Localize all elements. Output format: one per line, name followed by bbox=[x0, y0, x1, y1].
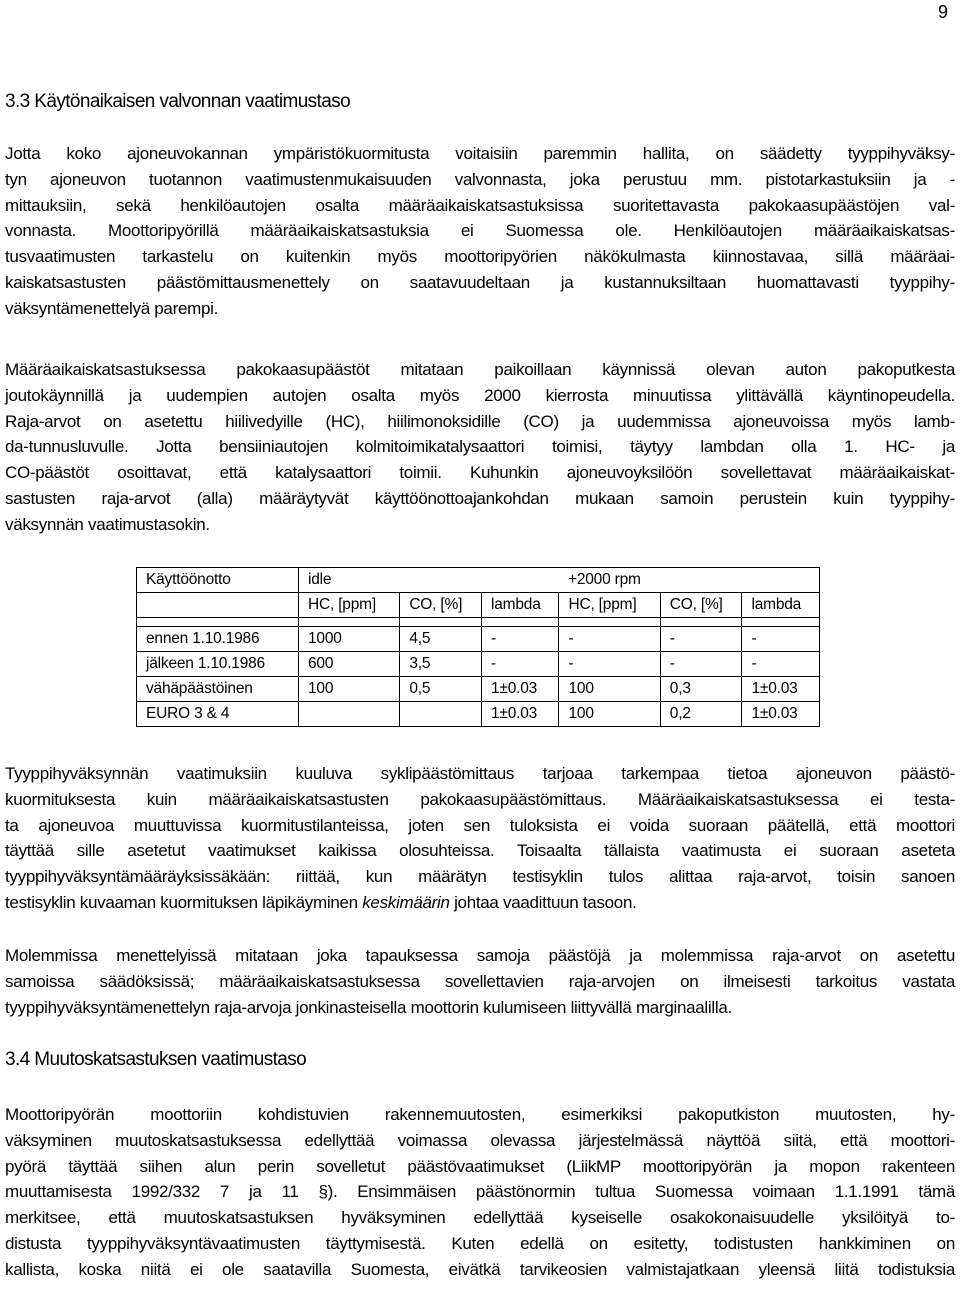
table-header-cell: HC, [ppm] bbox=[559, 593, 660, 618]
table-cell: - bbox=[742, 627, 820, 652]
text-line: samoissa säädöksissä; määräaikaiskatsastuksessa sovellettavien raja-arvojen on ilmeisesti tarkoitus vastata bbox=[5, 971, 955, 991]
text-line: väksynnän vaatimustasokin. bbox=[5, 514, 210, 534]
table-cell: 4,5 bbox=[400, 627, 482, 652]
text-line: kaiskatsastusten päästömittausmenettely on saatavuudeltaan ja kustannuksiltaan huomattavasti tyyppihy- bbox=[5, 272, 955, 292]
table-row bbox=[137, 627, 820, 652]
table-spacer-row bbox=[137, 618, 820, 627]
text-line: muuttamisesta 1992/332 7 ja 11 §). Ensimmäisen päästönormin tultua Suomessa voimaan 1.1.1991 tämä bbox=[5, 1182, 955, 1202]
text-line: da-tunnusluvulle. Jotta bensiiniautojen kolmitoimikatalysaattori toimisi, täytyy lambdan olla 1. HC- ja bbox=[5, 437, 955, 457]
table-header-cell: HC, [ppm] bbox=[299, 593, 400, 618]
text-line: merkitsee, että muutoskatsastuksen hyväksyminen edellyttää kyseiselle osakokonaisuudelle yksilöityä to- bbox=[5, 1208, 955, 1228]
emission-limits-table bbox=[136, 567, 820, 727]
table-cell: 100 bbox=[559, 677, 660, 702]
table-cell: 1±0.03 bbox=[742, 702, 820, 727]
text-span: testisyklin kuvaaman kuormituksen läpikäyminen bbox=[5, 892, 363, 912]
page-number: 9 bbox=[937, 2, 948, 22]
text-line: CO-päästöt osoittavat, että katalysaattori toimii. Kuhunkin ajoneuvoyksilöön sovellettavat määräaikaiskat- bbox=[5, 463, 955, 483]
table-header-cell: lambda bbox=[742, 593, 820, 618]
table-header-row bbox=[137, 568, 820, 593]
text-line: kuormituksesta kuin määräaikaiskatsastusten pakokaasupäästömittaus. Määräaikaiskatsastuksessa ei testa- bbox=[5, 789, 955, 809]
table-cell: 1±0.03 bbox=[481, 702, 559, 727]
table-cell: EURO 3 & 4 bbox=[137, 702, 299, 727]
table-cell: - bbox=[559, 652, 660, 677]
table-header-cell: CO, [%] bbox=[400, 593, 482, 618]
table-cell: 100 bbox=[299, 677, 400, 702]
text-line: distusta tyyppihyväksyntävaatimusten täyttymisestä. Kuten edellä on esitetty, todistusten hankkiminen on bbox=[5, 1233, 955, 1253]
table-header-cell: +2000 rpm bbox=[559, 568, 820, 593]
table-header-cell: CO, [%] bbox=[660, 593, 742, 618]
text-line: Määräaikaiskatsastuksessa pakokaasupäästöt mitataan paikoillaan käynnissä olevan auton pakoputkesta bbox=[5, 360, 955, 379]
table-cell: 0,2 bbox=[660, 702, 742, 727]
table-cell: 1000 bbox=[299, 627, 400, 652]
table-header-cell: idle bbox=[299, 568, 559, 593]
table-cell: 100 bbox=[559, 702, 660, 727]
section-heading-3-3: 3.3 Käytönaikaisen valvonnan vaatimustaso bbox=[5, 91, 351, 112]
table-cell bbox=[481, 618, 559, 627]
table-cell: 3,5 bbox=[400, 652, 482, 677]
table-cell: - bbox=[559, 627, 660, 652]
table-cell: vähäpäästöinen bbox=[137, 677, 299, 702]
table-header-cell: Käyttöönotto bbox=[137, 568, 299, 593]
text-line: Jotta koko ajoneuvokannan ympäristökuormitusta voitaisiin paremmin hallita, on säädetty tyyppihyväksy- bbox=[5, 144, 955, 163]
table-cell: 0,3 bbox=[660, 677, 742, 702]
text-line: tyn ajoneuvon tuotannon vaatimustenmukaisuuden valvonnasta, joka perustuu mm. pistotarkastuksiin ja - bbox=[5, 169, 955, 189]
italic-emphasis: keskimäärin bbox=[362, 892, 450, 912]
text-line: mittauksiin, sekä henkilöautojen osalta määräaikaiskatsastuksissa suoritettavasta pakokaasupäästöjen val- bbox=[5, 195, 955, 215]
table-row bbox=[137, 702, 820, 727]
table-subheader-row bbox=[137, 593, 820, 618]
text-line: täyttää sille asetetut vaatimukset kaikissa olosuhteissa. Toisaalta tällaista vaatimusta ei suoraan aseteta bbox=[5, 841, 955, 861]
text-line: väksyntämenettelyä parempi. bbox=[5, 298, 219, 318]
text-line bbox=[5, 890, 955, 916]
text-line: kallista, koska niitä ei ole saatavilla Suomesta, eivätkä tarvikeosien valmistajatkaan yleensä liitä todistuksia bbox=[5, 1259, 955, 1279]
text-line: joutokäynnillä ja uudempien autojen osalta myös 2000 kierrosta minuutissa ylittävällä käyntinopeudella. bbox=[5, 385, 955, 405]
text-span: johtaa vaadittuun tasoon. bbox=[449, 892, 637, 912]
text-line: vonnasta. Moottoripyörillä määräaikaiskatsastuksia ei Suomessa ole. Henkilöautojen määräaikaiskatsas- bbox=[5, 221, 955, 241]
paragraph-3-3-2 bbox=[5, 357, 955, 538]
table-header-cell bbox=[137, 593, 299, 618]
section-heading-3-4: 3.4 Muutoskatsastuksen vaatimustaso bbox=[5, 1049, 307, 1070]
table-cell: - bbox=[481, 652, 559, 677]
paragraph-3-3-4 bbox=[5, 943, 955, 1020]
text-line: Molemmissa menettelyissä mitataan joka tapauksessa samoja päästöjä ja molemmissa raja-arvot on asetettu bbox=[5, 946, 955, 965]
table-cell: 1±0.03 bbox=[481, 677, 559, 702]
table-cell: - bbox=[742, 652, 820, 677]
table-cell bbox=[400, 618, 482, 627]
table-row bbox=[137, 652, 820, 677]
table-cell bbox=[299, 702, 400, 727]
table-cell: jälkeen 1.10.1986 bbox=[137, 652, 299, 677]
table-cell: 600 bbox=[299, 652, 400, 677]
paragraph-3-3-3 bbox=[5, 761, 955, 916]
text-line: väksyminen muutoskatsastuksessa edellyttää voimassa olevassa järjestelmässä näyttöä siitä, että moottori- bbox=[5, 1130, 955, 1150]
text-line: Tyyppihyväksynnän vaatimuksiin kuuluva syklipäästömittaus tarjoaa tarkempaa tietoa ajoneuvon päästö- bbox=[5, 764, 955, 783]
text-line: pyörä täyttää siihen alun perin sovelletut päästövaatimukset (LiikMP moottoripyörän ja mopon rakenteen bbox=[5, 1156, 955, 1176]
table-cell bbox=[559, 618, 660, 627]
text-line: tyyppihyväksyntämenettelyn raja-arvoja jonkinasteisella moottorin kulumiseen liittyvällä marginaalilla. bbox=[5, 997, 732, 1017]
table-row bbox=[137, 677, 820, 702]
table-cell bbox=[299, 618, 400, 627]
text-line: Moottoripyörän moottoriin kohdistuvien rakennemuutosten, esimerkiksi pakoputkiston muutosten, hy- bbox=[5, 1105, 955, 1124]
paragraph-3-4-1 bbox=[5, 1102, 955, 1283]
table-cell bbox=[660, 618, 742, 627]
text-line: tyyppihyväksyntämääräyksissäkään: riittää, kun määrätyn testisyklin tulos alittaa raja-arvot, toisin sanoen bbox=[5, 867, 955, 887]
table-cell bbox=[742, 618, 820, 627]
table-cell: ennen 1.10.1986 bbox=[137, 627, 299, 652]
table-header-cell: lambda bbox=[481, 593, 559, 618]
table-cell: - bbox=[481, 627, 559, 652]
table-cell: - bbox=[660, 652, 742, 677]
text-line: sastusten raja-arvot (alla) määräytyvät käyttöönottoajankohdan mukaan samoin perustein kuin tyyppihy- bbox=[5, 488, 955, 508]
text-line: tusvaatimusten tarkastelu on kuitenkin myös moottoripyörien näkökulmasta kiinnostavaa, sillä määräai- bbox=[5, 247, 955, 267]
text-line: Raja-arvot on asetettu hiilivedyille (HC), hiilimonoksidille (CO) ja uudemmissa ajoneuvoissa myös lamb- bbox=[5, 411, 955, 431]
text-line: ta ajoneuvoa muuttuvissa kuormitustilanteissa, joten sen tuloksista ei voida suoraan päätellä, että moottori bbox=[5, 815, 955, 835]
table-cell: 1±0.03 bbox=[742, 677, 820, 702]
table-cell: - bbox=[660, 627, 742, 652]
table-cell bbox=[137, 618, 299, 627]
table-cell bbox=[400, 702, 482, 727]
table-cell: 0,5 bbox=[400, 677, 482, 702]
paragraph-3-3-1 bbox=[5, 141, 955, 322]
